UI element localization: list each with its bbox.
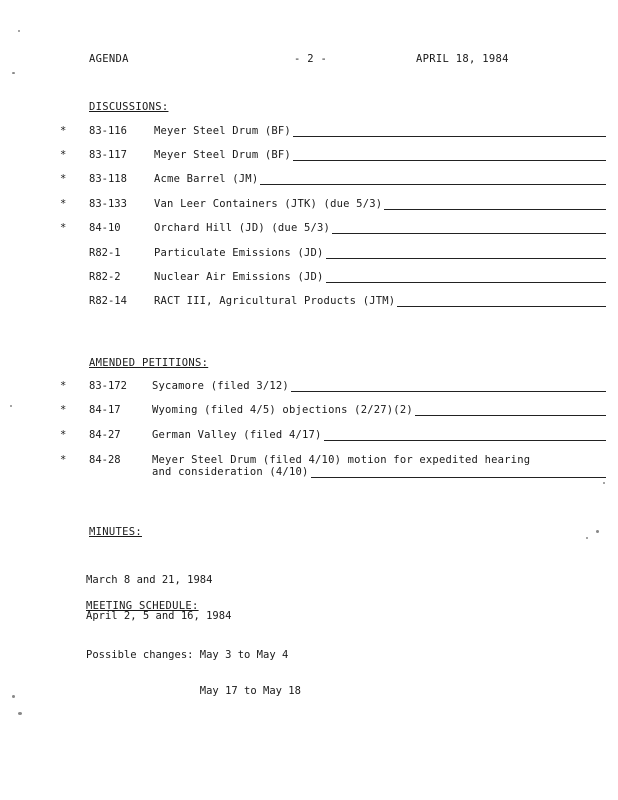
priority-star: * — [60, 125, 67, 137]
case-number: 83-133 — [89, 198, 127, 210]
case-number: 84-28 — [89, 454, 121, 466]
petition-item — [0, 454, 618, 482]
fill-line — [384, 198, 606, 210]
scan-speck — [12, 695, 15, 698]
priority-star: * — [60, 429, 67, 441]
case-number: 84-17 — [89, 404, 121, 416]
scan-speck — [10, 405, 12, 407]
fill-line — [291, 380, 606, 392]
fill-line — [332, 222, 606, 234]
case-number: R82-2 — [89, 271, 121, 283]
case-description: Particulate Emissions (JD) — [154, 247, 324, 259]
case-description-line2: and consideration (4/10) — [152, 466, 309, 478]
case-number: 84-27 — [89, 429, 121, 441]
case-number: R82-1 — [89, 247, 121, 259]
discussions-title: DISCUSSIONS: — [89, 101, 169, 113]
discussion-item — [0, 125, 618, 141]
discussion-item — [0, 173, 618, 189]
header-date: APRIL 18, 1984 — [416, 53, 509, 65]
case-description: Orchard Hill (JD) (due 5/3) — [154, 222, 331, 234]
scan-speck — [586, 537, 588, 539]
schedule-line: May 17 to May 18 — [86, 685, 301, 697]
priority-star: * — [60, 222, 67, 234]
priority-star: * — [60, 198, 67, 210]
discussion-item — [0, 198, 618, 214]
meeting-schedule-text — [86, 625, 301, 721]
case-number: 83-118 — [89, 173, 127, 185]
case-description: Nuclear Air Emissions (JD) — [154, 271, 324, 283]
fill-line — [415, 404, 606, 416]
priority-star: * — [60, 173, 67, 185]
petition-item — [0, 404, 618, 420]
case-description: Wyoming (filed 4/5) objections (2/27)(2) — [152, 404, 413, 416]
fill-line — [260, 173, 606, 185]
case-description: Van Leer Containers (JTK) (due 5/3) — [154, 198, 383, 210]
discussion-item — [0, 271, 618, 287]
priority-star: * — [60, 404, 67, 416]
case-description: Meyer Steel Drum (BF) — [154, 149, 291, 161]
discussion-item — [0, 247, 618, 263]
case-number: 84-10 — [89, 222, 121, 234]
priority-star: * — [60, 149, 67, 161]
scan-speck — [603, 482, 605, 484]
fill-line — [293, 125, 606, 137]
petition-item — [0, 429, 618, 445]
fill-line — [311, 466, 606, 478]
case-number: 83-116 — [89, 125, 127, 137]
discussion-item — [0, 149, 618, 165]
case-number: 83-117 — [89, 149, 127, 161]
fill-line — [324, 429, 606, 441]
fill-line — [326, 247, 606, 259]
scan-speck — [18, 712, 22, 715]
header-page-number: - 2 - — [294, 53, 328, 65]
header-agenda-label: AGENDA — [89, 53, 129, 65]
priority-star: * — [60, 454, 67, 466]
fill-line — [293, 149, 606, 161]
minutes-title: MINUTES: — [89, 526, 142, 538]
case-number: R82-14 — [89, 295, 127, 307]
case-description: Acme Barrel (JM) — [154, 173, 259, 185]
meeting-schedule-title: MEETING SCHEDULE: — [86, 600, 199, 612]
case-description: German Valley (filed 4/17) — [152, 429, 322, 441]
petition-item — [0, 380, 618, 396]
scan-speck — [18, 30, 20, 32]
scan-speck — [12, 72, 15, 74]
priority-star: * — [60, 380, 67, 392]
case-number: 83-172 — [89, 380, 127, 392]
schedule-line: Possible changes: May 3 to May 4 — [86, 649, 289, 661]
minutes-line: March 8 and 21, 1984 — [86, 574, 213, 586]
minutes-line: April 2, 5 and 16, 1984 — [86, 610, 232, 622]
amended-petitions-title: AMENDED PETITIONS: — [89, 357, 209, 369]
case-description: RACT III, Agricultural Products (JTM) — [154, 295, 396, 307]
case-description: Meyer Steel Drum (BF) — [154, 125, 291, 137]
scan-speck — [596, 530, 599, 533]
discussion-item — [0, 222, 618, 238]
case-description: Sycamore (filed 3/12) — [152, 380, 289, 392]
fill-line — [326, 271, 606, 283]
case-description-line1: Meyer Steel Drum (filed 4/10) motion for expedited hearing — [152, 454, 531, 466]
fill-line — [397, 295, 606, 307]
discussion-item — [0, 295, 618, 311]
